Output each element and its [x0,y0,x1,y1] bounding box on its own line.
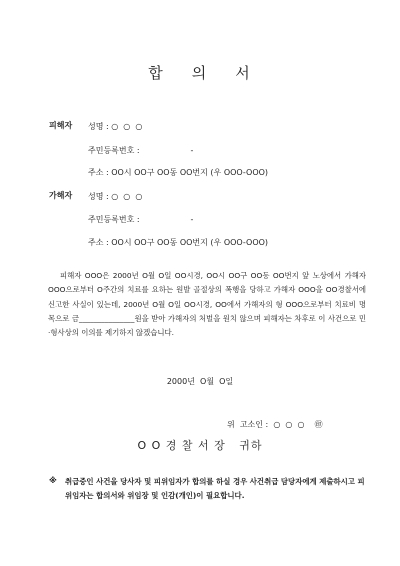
offender-address: 주소 : OO시 OO구 OO동 OO번지 (우 OOO-OOO) [88,238,269,247]
signatory-line: 위 고소인 : ○ ○ ○ ㊞ [227,420,323,429]
victim-name: 성명 : ○ ○ ○ [88,122,143,131]
note-mark: ※ [49,476,57,485]
offender-id-number: 주민등록번호 : - [88,215,194,224]
offender-name: 성명 : ○ ○ ○ [88,192,143,201]
victim-address: 주소 : OO시 OO구 OO동 OO번지 (우 OOO-OOO) [88,168,269,177]
agreement-date: 2000년 O월 O일 [166,377,234,386]
submission-note: 취급중인 사건을 당사자 및 피위임자가 합의를 하실 경우 사건취급 담당자에게 제출하시고 피위임자는 합의서와 위임장 및 인감(개인)이 필요합니다. [65,477,365,500]
document-title: 합 의 서 [148,64,252,82]
victim-id-number: 주민등록번호 : - [88,146,194,155]
victim-role-label: 피해자 [49,121,73,130]
recipient-line: O O 경 찰 서 장 귀하 [137,439,263,452]
agreement-body-paragraph: 피해자 OOO은 2000년 O월 O일 OO시경, OO시 OO구 OO동 OO번지 앞 노상에서 가해자 OOO으로부터 O주간의 치료를 요하는 원발 골절상의 폭행을 당하고 가해자 OOO을 OO경찰서에 신고한 사실이 있는데, 2000년 O월 O일 OO시경, OO에서 가해자의 형 OOO으로부터 치료비 명목으로 금_______________원을 받아 가해자의 처벌을 원치 않으며 피해자는 차후로 이 사건으로 민·형사상의 이의를 제기하지 않겠습니다. [48,271,366,338]
offender-role-label: 가해자 [49,191,73,200]
